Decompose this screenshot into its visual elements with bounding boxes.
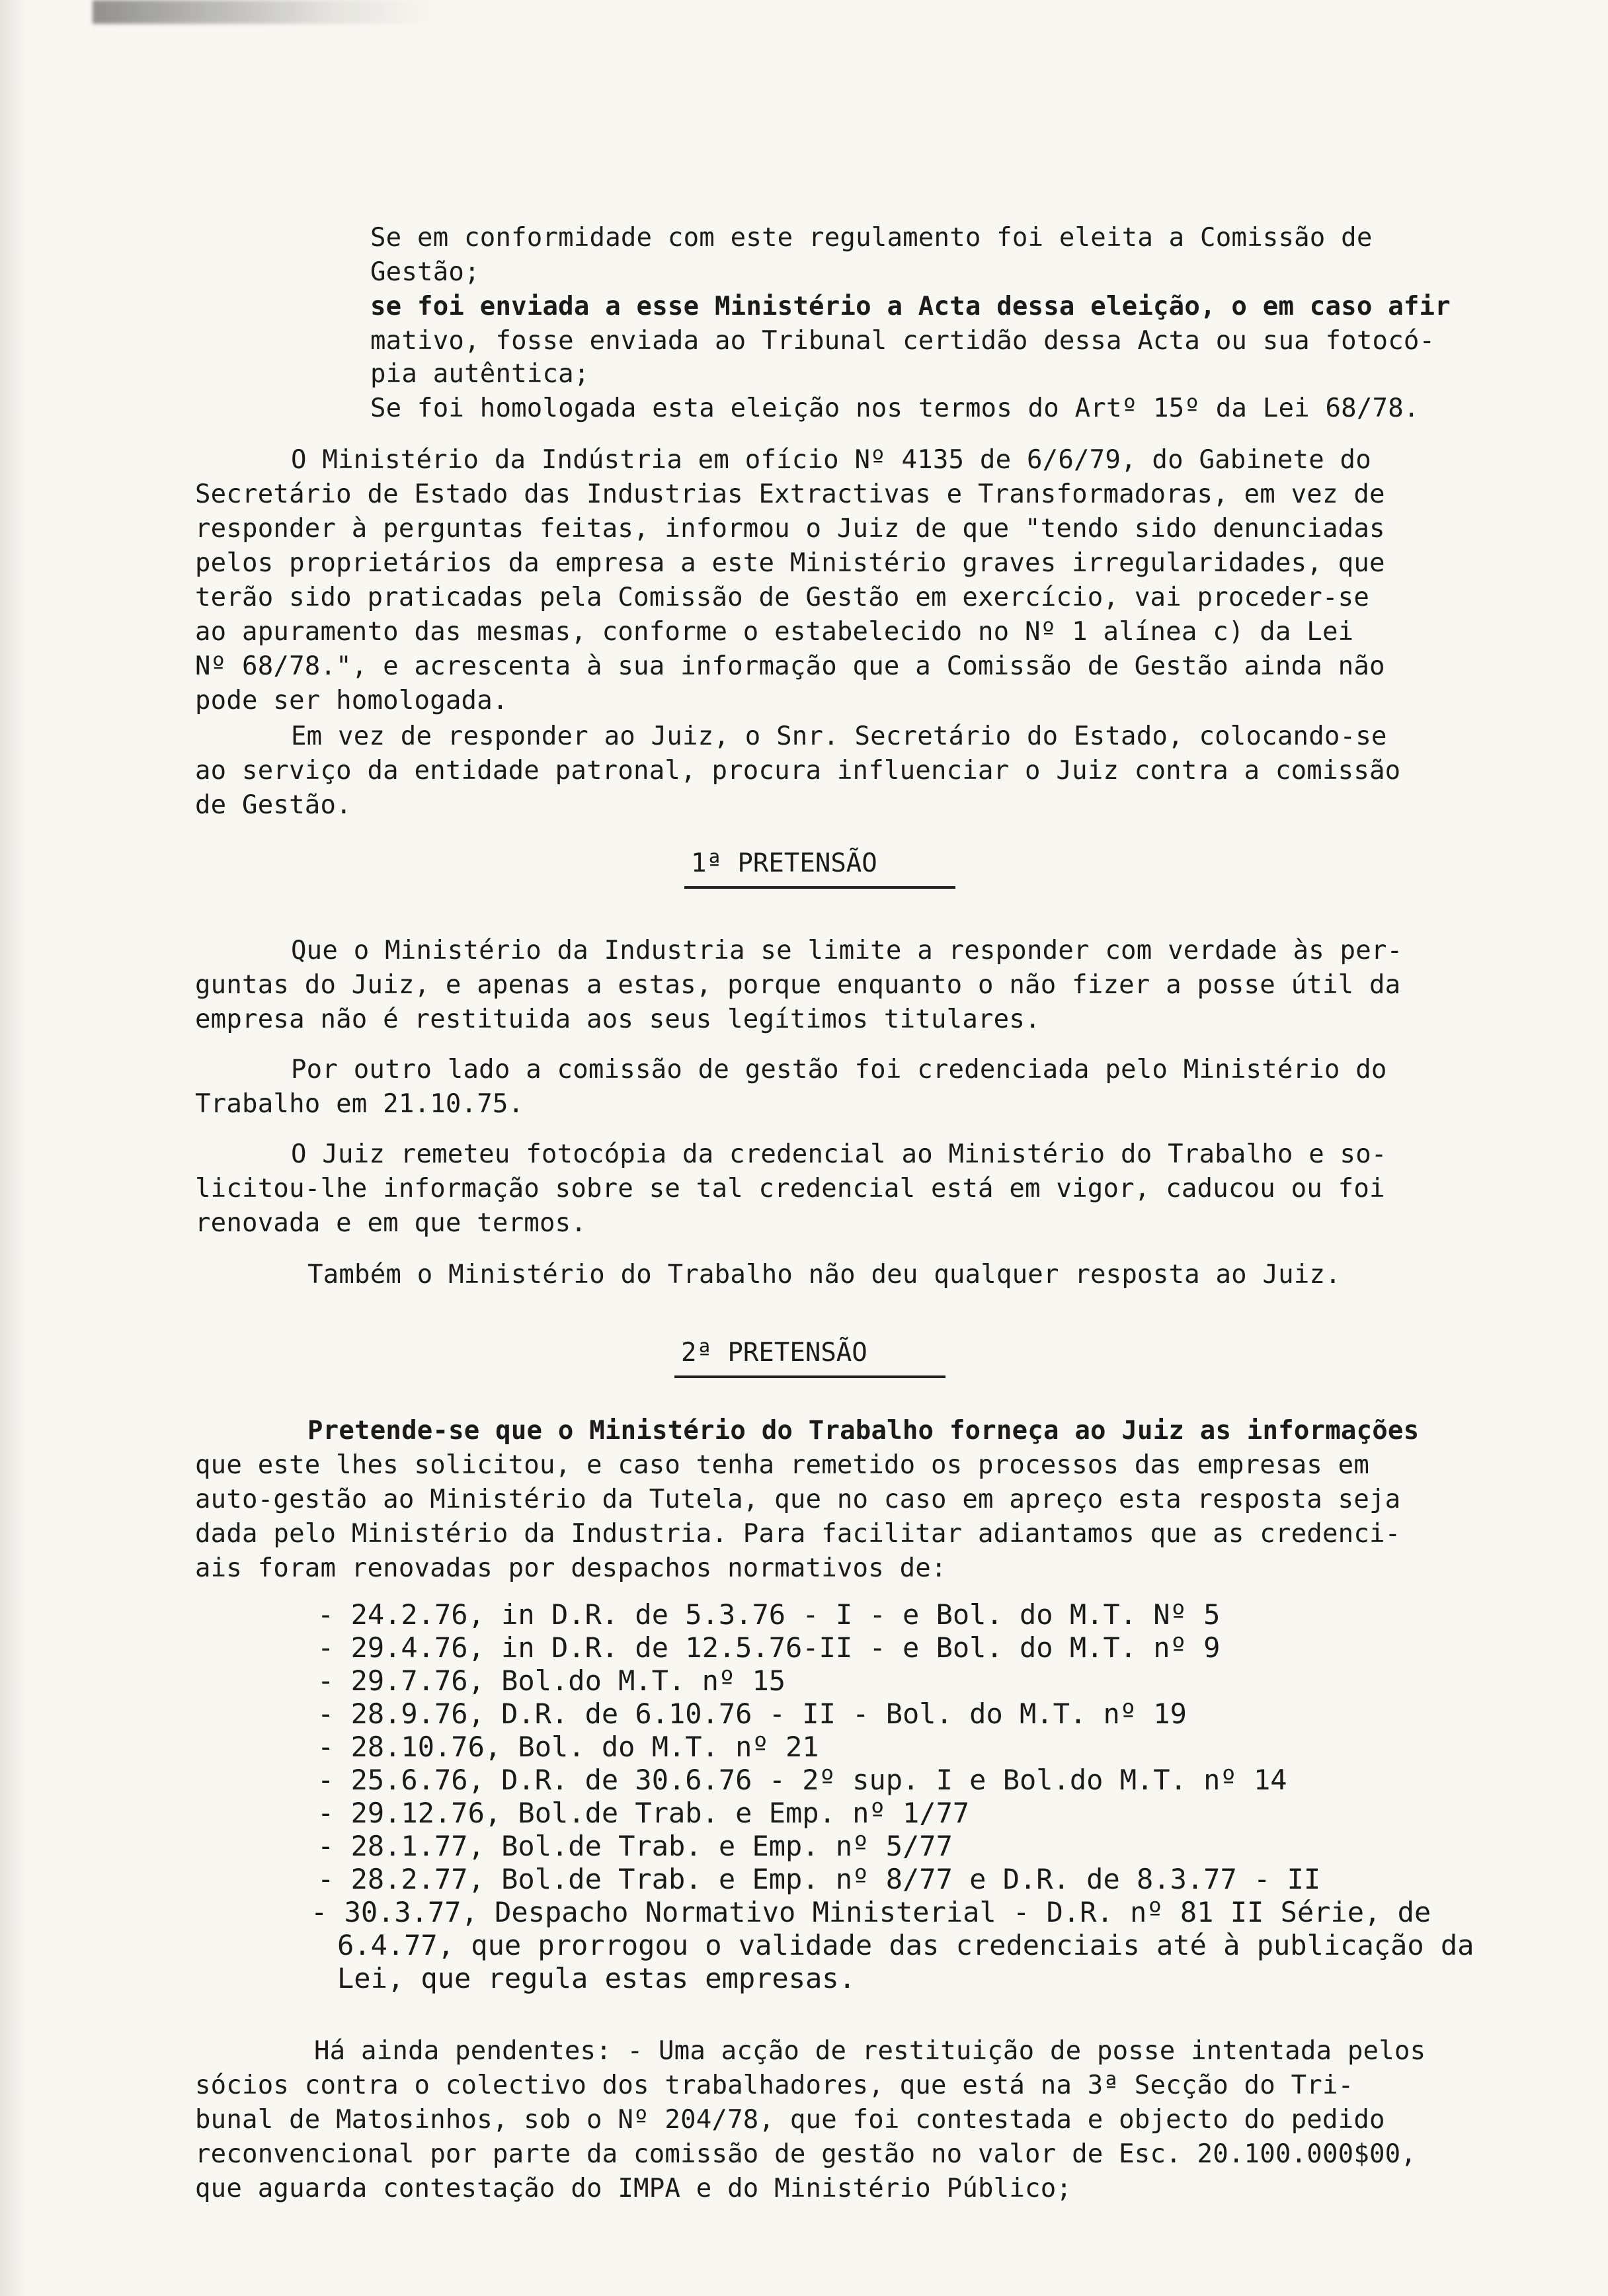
- text-line: Há ainda pendentes: - Uma acção de restituição de posse intentada pelos: [314, 2036, 1426, 2066]
- list-item: - 25.6.76, D.R. de 30.6.76 - 2º sup. I e Bol.do M.T. nº 14: [317, 1764, 1287, 1796]
- text-line: Em vez de responder ao Juiz, o Snr. Secretário do Estado, colocando-se: [291, 721, 1387, 751]
- list-item: - 29.4.76, in D.R. de 12.5.76-II - e Bol. do M.T. nº 9: [317, 1631, 1221, 1664]
- text-line: renovada e em que termos.: [195, 1208, 586, 1238]
- text-line: Também o Ministério do Trabalho não deu qualquer resposta ao Juiz.: [307, 1260, 1341, 1290]
- text-line: Que o Ministério da Industria se limite a responder com verdade às per-: [291, 936, 1403, 965]
- text-line: licitou-lhe informação sobre se tal credencial está em vigor, caducou ou foi: [195, 1174, 1385, 1204]
- list-item: 6.4.77, que prorrogou o validade das credenciais até à publicação da: [337, 1929, 1474, 1961]
- list-item: - 29.12.76, Bol.de Trab. e Emp. nº 1/77: [317, 1797, 970, 1829]
- text-line: mativo, fosse enviada ao Tribunal certidão dessa Acta ou sua fotocó-: [370, 326, 1435, 356]
- list-item: Lei, que regula estas empresas.: [337, 1962, 856, 1994]
- text-line: pia autêntica;: [370, 359, 590, 389]
- text-line: ais foram renovadas por despachos normativos de:: [195, 1553, 947, 1583]
- text-line: Secretário de Estado das Industrias Extractivas e Transformadoras, em vez de: [195, 479, 1385, 509]
- list-item: - 29.7.76, Bol.do M.T. nº 15: [317, 1664, 786, 1697]
- text-line: responder à perguntas feitas, informou o Juiz de que "tendo sido denunciadas: [195, 514, 1385, 544]
- text-line: pode ser homologada.: [195, 686, 508, 716]
- list-item: - 28.1.77, Bol.de Trab. e Emp. nº 5/77: [317, 1830, 953, 1862]
- text-line: O Ministério da Indústria em ofício Nº 4135 de 6/6/79, do Gabinete do: [291, 445, 1371, 475]
- list-item: - 28.9.76, D.R. de 6.10.76 - II - Bol. do M.T. nº 19: [317, 1698, 1187, 1730]
- text-line: Se em conformidade com este regulamento foi eleita a Comissão de: [370, 223, 1373, 253]
- text-line: O Juiz remeteu fotocópia da credencial ao Ministério do Trabalho e so-: [291, 1139, 1387, 1169]
- text-line: auto-gestão ao Ministério da Tutela, que no caso em apreço esta resposta seja: [195, 1485, 1401, 1514]
- text-line: que aguarda contestação do IMPA e do Ministério Público;: [195, 2174, 1072, 2203]
- section-heading-2: 2ª PRETENSÃO: [681, 1338, 867, 1368]
- text-line: bunal de Matosinhos, sob o Nº 204/78, que foi contestada e objecto do pedido: [195, 2105, 1385, 2135]
- text-line: ao serviço da entidade patronal, procura influenciar o Juiz contra a comissão: [195, 756, 1401, 786]
- text-line: Trabalho em 21.10.75.: [195, 1089, 524, 1119]
- text-line: reconvencional por parte da comissão de gestão no valor de Esc. 20.100.000$00,: [195, 2139, 1417, 2169]
- text-line: de Gestão.: [195, 790, 352, 820]
- text-line: se foi enviada a esse Ministério a Acta dessa eleição, o em caso afir: [370, 292, 1451, 321]
- text-line: dada pelo Ministério da Industria. Para facilitar adiantamos que as credenci-: [195, 1519, 1401, 1549]
- text-line: Pretende-se que o Ministério do Trabalho forneça ao Juiz as informações: [307, 1416, 1420, 1446]
- heading-underline: [684, 886, 955, 889]
- text-line: terão sido praticadas pela Comissão de Gestão em exercício, vai proceder-se: [195, 583, 1369, 612]
- text-line: Gestão;: [370, 257, 480, 287]
- text-line: que este lhes solicitou, e caso tenha remetido os processos das empresas em: [195, 1450, 1369, 1480]
- list-item: - 28.2.77, Bol.de Trab. e Emp. nº 8/77 e D.R. de 8.3.77 - II: [317, 1863, 1321, 1895]
- text-line: Por outro lado a comissão de gestão foi credenciada pelo Ministério do: [291, 1055, 1387, 1085]
- text-line: guntas do Juiz, e apenas a estas, porque enquanto o não fizer a posse útil da: [195, 970, 1401, 1000]
- heading-underline: [674, 1375, 945, 1378]
- list-item: - 30.3.77, Despacho Normativo Ministerial - D.R. nº 81 II Série, de: [311, 1896, 1431, 1928]
- text-line: ao apuramento das mesmas, conforme o estabelecido no Nº 1 alínea c) da Lei: [195, 617, 1354, 647]
- text-line: sócios contra o colectivo dos trabalhadores, que está na 3ª Secção do Tri-: [195, 2070, 1354, 2100]
- text-line: empresa não é restituida aos seus legítimos titulares.: [195, 1004, 1041, 1034]
- section-heading-1: 1ª PRETENSÃO: [691, 848, 877, 878]
- text-line: Se foi homologada esta eleição nos termos do Artº 15º da Lei 68/78.: [370, 393, 1420, 423]
- list-item: - 28.10.76, Bol. do M.T. nº 21: [317, 1731, 819, 1763]
- list-item: - 24.2.76, in D.R. de 5.3.76 - I - e Bol. do M.T. Nº 5: [317, 1598, 1221, 1631]
- text-line: pelos proprietários da empresa a este Ministério graves irregularidades, que: [195, 548, 1385, 578]
- text-line: Nº 68/78.", e acrescenta à sua informação que a Comissão de Gestão ainda não: [195, 651, 1385, 681]
